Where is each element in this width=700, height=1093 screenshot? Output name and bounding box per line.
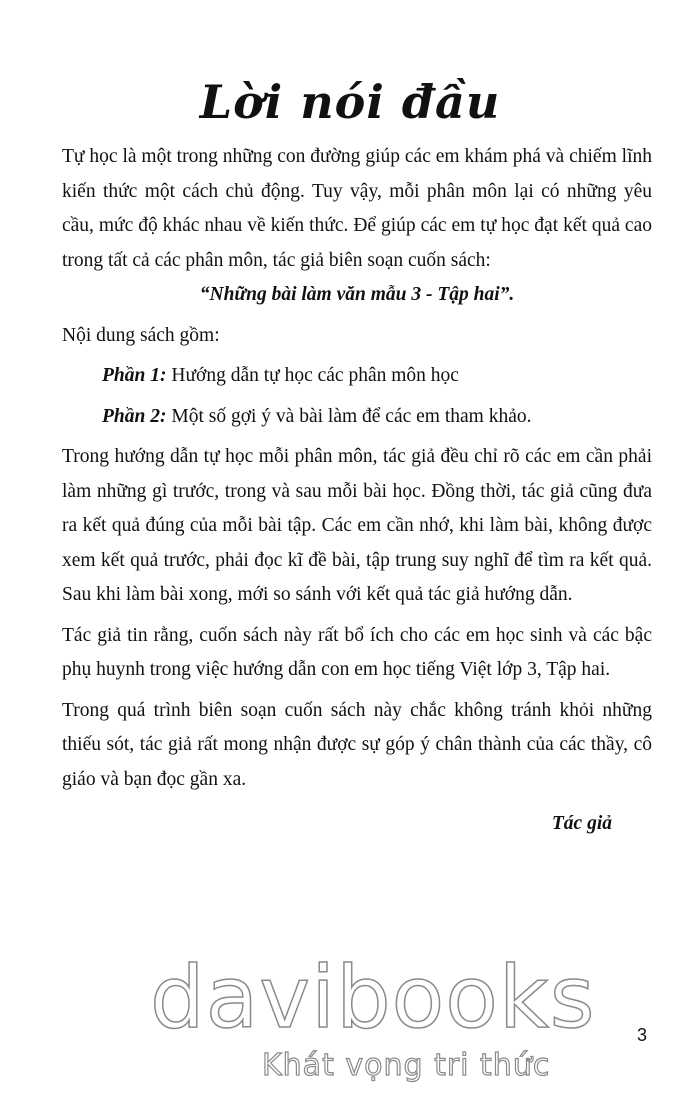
book-title: “Những bài làm văn mẫu 3 - Tập hai”. [199, 284, 515, 305]
watermark-brand: davibooks [150, 948, 596, 1048]
belief-paragraph: Tác giả tin rằng, cuốn sách này rất bổ ích cho các em học sinh và các bậc phụ huynh trong việc hướng dẫn con em học tiếng Việt lớp 3, Tập hai. [62, 624, 652, 680]
part-2-item [62, 400, 652, 435]
contents-intro: Nội dung sách gồm: [62, 324, 220, 346]
part-1-item [62, 359, 652, 394]
intro-paragraph: Tự học là một trong những con đường giúp các em khám phá và chiếm lĩnh kiến thức một cách chủ động. Tuy vậy, mỗi phân môn lại có những yêu cầu, mức độ khác nhau về kiến thức. Để giúp các em tự học đạt kết quả cao trong tất cả các phân môn, tác giả biên soạn cuốn sách: [62, 146, 652, 271]
page-title: Lời nói đầu [199, 75, 501, 129]
author-signature: Tác giả [551, 813, 612, 834]
part-1-label: Phần 1: [102, 365, 167, 386]
part-2-label: Phần 2: [102, 405, 167, 427]
closing-paragraph: Trong quá trình biên soạn cuốn sách này chắc không tránh khỏi những thiếu sót, tác giả rất mong nhận được sự góp ý chân thành của các thầy, cô giáo và bạn đọc gần xa. [62, 699, 652, 790]
guidance-paragraph: Trong hướng dẫn tự học mỗi phân môn, tác giả đều chỉ rõ các em cần phải làm những gì trước, trong và sau mỗi bài học. Đồng thời, tác giả cũng đưa ra kết quả đúng của mỗi bài tập. Các em cần nhớ, khi làm bài, không được xem kết quả trước, phải đọc kĩ đề bài, tập trung suy nghĩ để tìm ra kết quả. Sau khi làm bài xong, mới so sánh với kết quả tác giả hướng dẫn. [62, 446, 652, 605]
part-2-text: Một số gợi ý và bài làm để các em tham khảo. [171, 405, 532, 427]
page-number: 3 [637, 1025, 648, 1045]
watermark-tagline: Khát vọng tri thức [262, 1048, 551, 1083]
part-1-text: Hướng dẫn tự học các phân môn học [171, 365, 459, 386]
preface-body [62, 140, 652, 842]
